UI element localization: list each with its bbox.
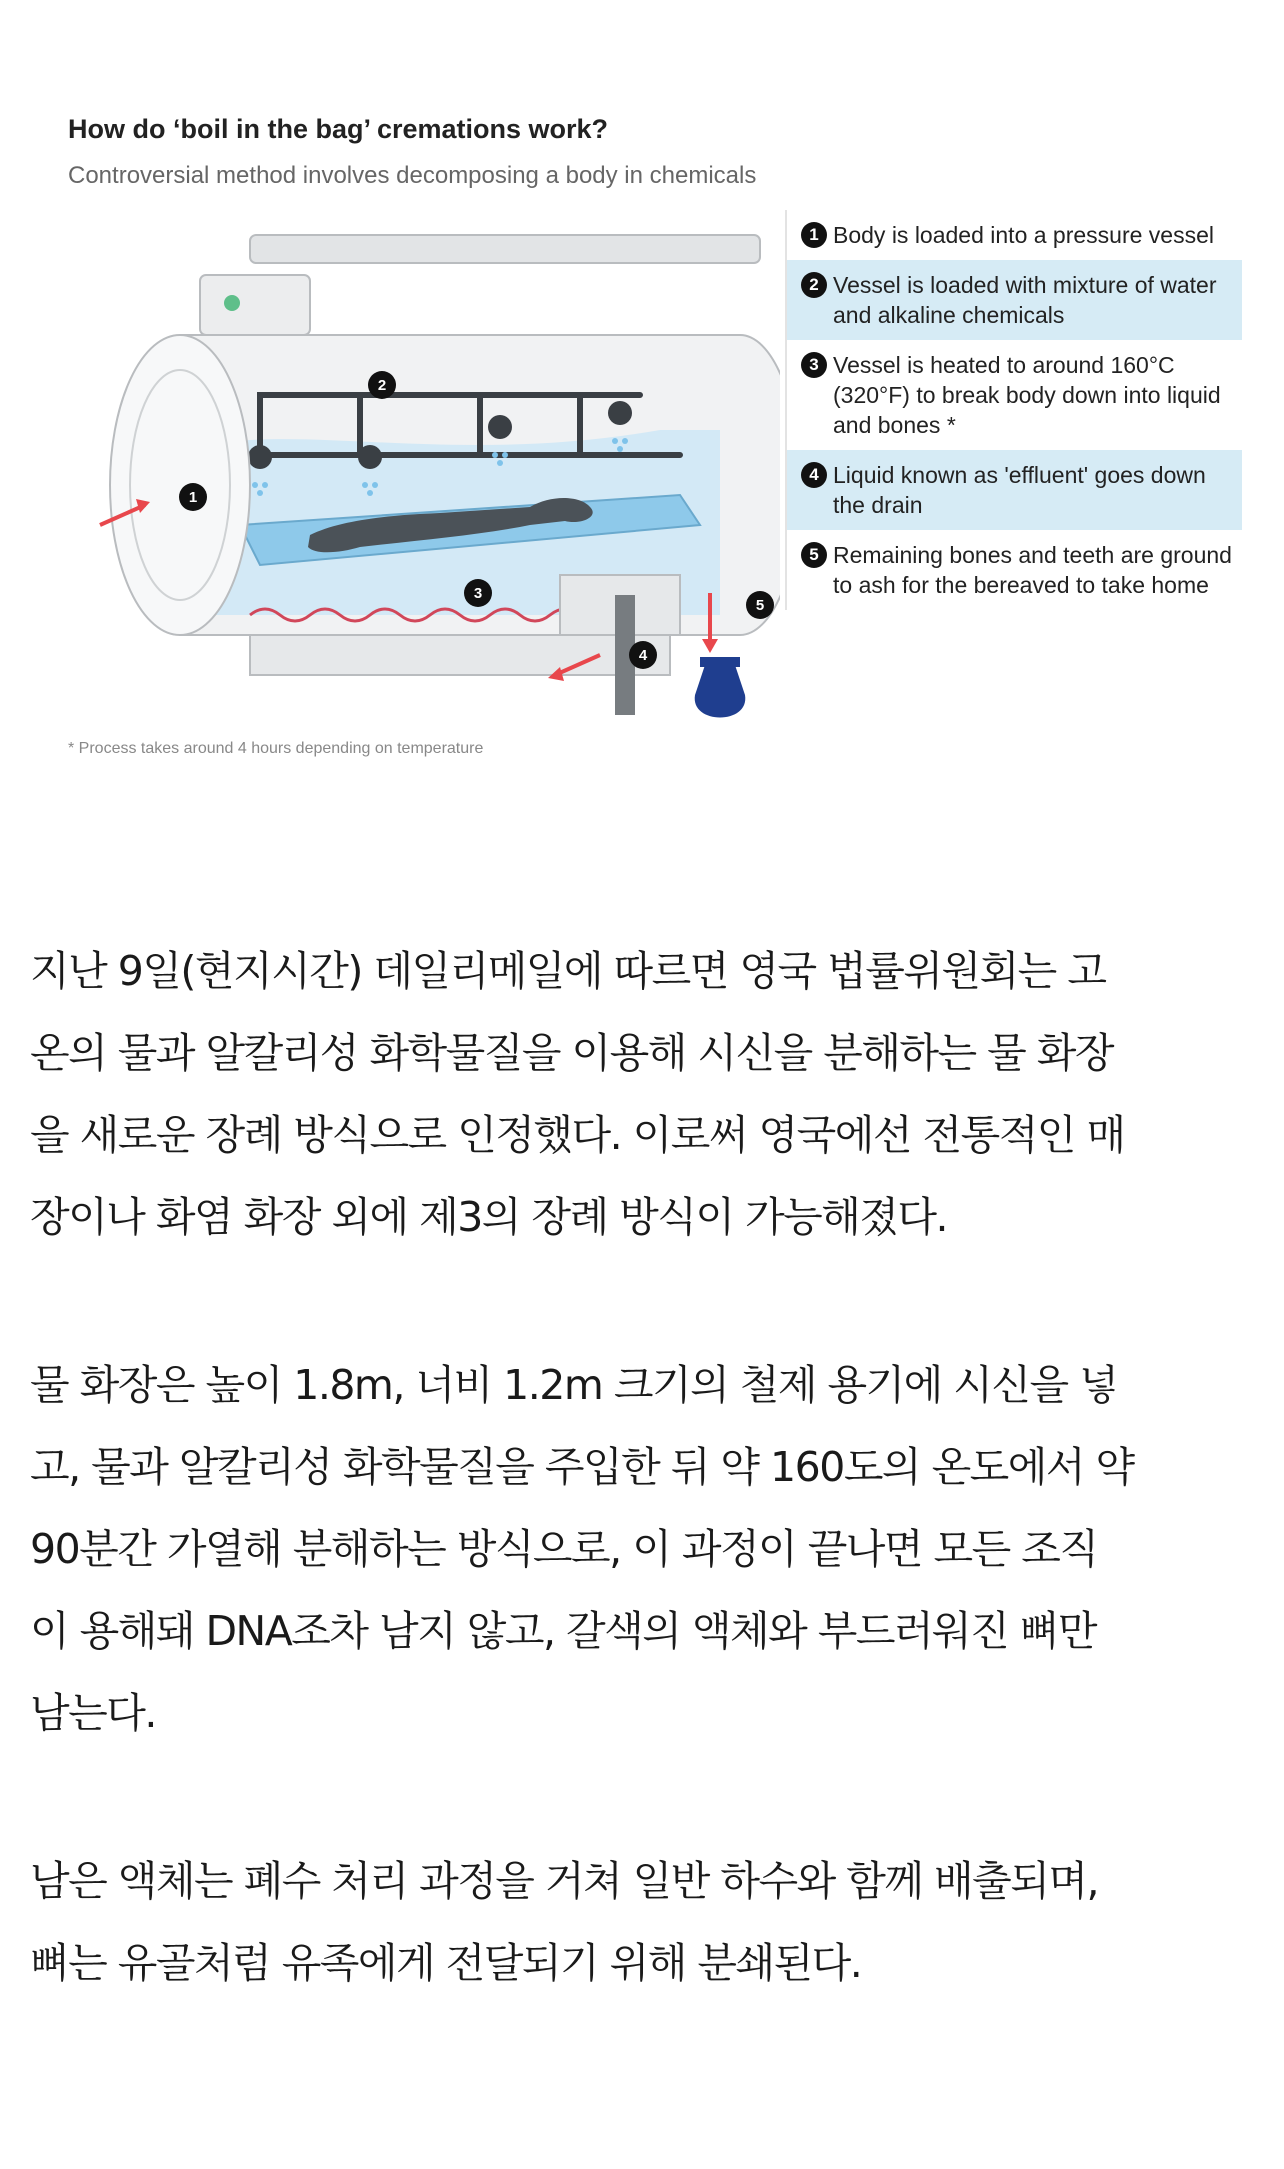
paragraph-line: 온의 물과 알칼리성 화학물질을 이용해 시신을 분해하는 물 화장 — [30, 1029, 1114, 1077]
step-4-number: 4 — [801, 462, 827, 488]
step-4 — [787, 450, 1242, 530]
step-1-text: Body is loaded into a pressure vessel — [833, 222, 1214, 248]
marker-3-label: 3 — [473, 585, 483, 602]
paragraph-line: 이 용해돼 DNA조차 남지 않고, 갈색의 액체와 부드러워진 뼈만 — [30, 1607, 1097, 1655]
paragraph-line: 을 새로운 장례 방식으로 인정했다. 이로써 영국에선 전통적인 매 — [30, 1111, 1125, 1159]
marker-4-label: 4 — [638, 647, 648, 664]
step-2-text: Vessel is loaded with mixture of water and alkaline chemicals — [833, 272, 1217, 328]
cremation-vessel-illustration — [60, 195, 780, 735]
step-2-number: 2 — [801, 272, 827, 298]
infographic — [60, 100, 1240, 780]
step-2 — [787, 260, 1242, 340]
step-5-text: Remaining bones and teeth are ground to ash for the bereaved to take home — [833, 542, 1232, 598]
paragraph-line: 남은 액체는 폐수 처리 과정을 거쳐 일반 하수와 함께 배출되며, — [30, 1857, 1098, 1905]
paragraph-line: 물 화장은 높이 1.8m, 너비 1.2m 크기의 철제 용기에 시신을 넣 — [30, 1361, 1118, 1409]
infographic-footnote: * Process takes around 4 hours depending on temperature — [68, 740, 484, 757]
step-1 — [787, 210, 1242, 260]
marker-5-label: 5 — [755, 597, 765, 614]
step-4-text: Liquid known as 'effluent' goes down the drain — [833, 462, 1206, 518]
article-paragraph — [30, 1344, 1260, 1754]
article-paragraph — [30, 1840, 1260, 2004]
step-list — [785, 210, 1242, 610]
paragraph-line: 장이나 화염 화장 외에 제3의 장례 방식이 가능해졌다. — [30, 1193, 948, 1241]
marker-2-label: 2 — [377, 377, 387, 394]
article-paragraph — [30, 930, 1260, 1258]
step-1-number: 1 — [801, 222, 827, 248]
paragraph-line: 지난 9일(현지시간) 데일리메일에 따르면 영국 법률위원회는 고 — [30, 947, 1106, 995]
step-5 — [787, 530, 1242, 610]
paragraph-line: 고, 물과 알칼리성 화학물질을 주입한 뒤 약 160도의 온도에서 약 — [30, 1443, 1134, 1491]
infographic-title: How do ‘boil in the bag’ cremations work? — [68, 114, 609, 144]
marker-1-label: 1 — [188, 489, 198, 506]
article-body — [30, 930, 1260, 2090]
paragraph-line: 90분간 가열해 분해하는 방식으로, 이 과정이 끝나면 모든 조직 — [30, 1525, 1098, 1573]
paragraph-line: 뼈는 유골처럼 유족에게 전달되기 위해 분쇄된다. — [30, 1939, 862, 1987]
step-3-number: 3 — [801, 352, 827, 378]
step-3 — [787, 340, 1242, 450]
paragraph-line: 남는다. — [30, 1689, 156, 1737]
step-5-number: 5 — [801, 542, 827, 568]
infographic-subtitle: Controversial method involves decomposing a body in chemicals — [68, 162, 757, 189]
step-3-text: Vessel is heated to around 160°C (320°F) to break body down into liquid and bones * — [833, 352, 1221, 438]
